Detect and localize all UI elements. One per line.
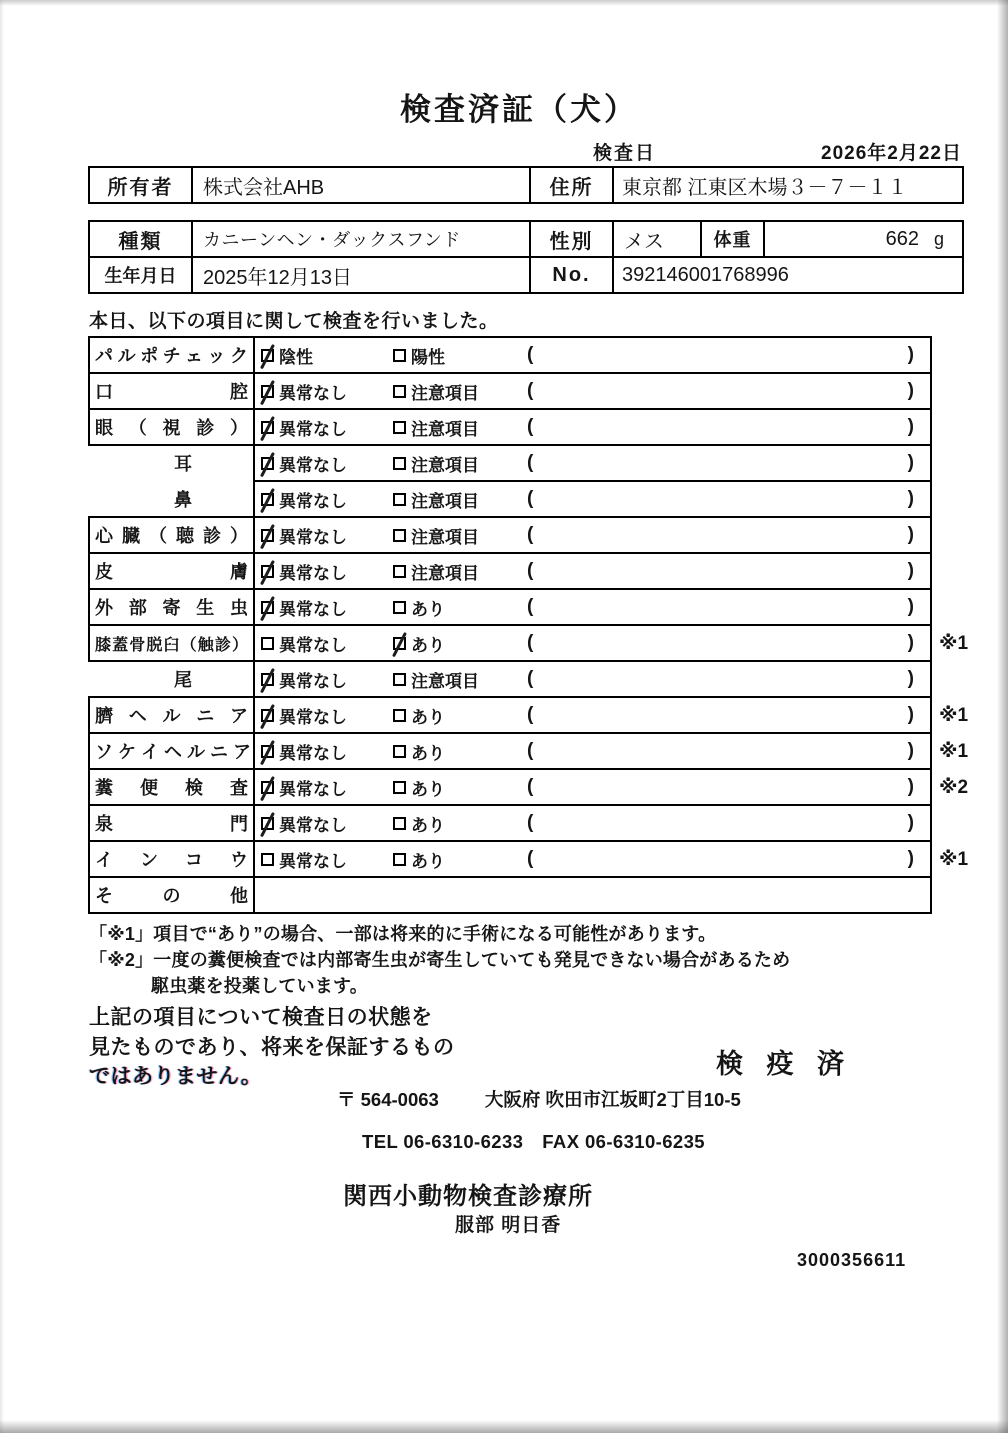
checkbox-option-label: あり [411, 599, 445, 619]
clinic-address-line [337, 1086, 741, 1112]
checklist-row [88, 444, 978, 482]
row-label-cell [88, 660, 255, 698]
checkbox-option [261, 415, 393, 440]
checklist-row [88, 624, 978, 662]
checklist-row [88, 696, 978, 734]
checkbox-option-label: 陽性 [411, 347, 445, 367]
checkbox-option [261, 523, 393, 548]
row-label: パルポチェック [95, 346, 248, 366]
checkbox-icon [393, 457, 406, 470]
remarks-field [527, 452, 930, 474]
birth-value: 2025年12月13日 [191, 256, 531, 294]
checkbox-option-label: 陰性 [279, 347, 313, 367]
paren-open: ( [527, 740, 534, 761]
row-label: ソ ケ イ ヘ ル ニ ア [95, 742, 252, 762]
row-label-cell [88, 480, 255, 518]
row-label-cell [88, 840, 255, 878]
paren-close: ) [907, 560, 914, 581]
paren-open: ( [527, 704, 534, 725]
paren-open: ( [527, 560, 534, 581]
paren-open: ( [527, 344, 534, 365]
row-footnote-marker [932, 336, 978, 374]
remarks-field [527, 632, 930, 654]
checkbox-icon [393, 565, 406, 578]
row-content-cell [253, 840, 932, 878]
row-label: 皮 膚 [95, 562, 248, 582]
remarks-field [527, 848, 930, 870]
row-label: 口 腔 [95, 382, 248, 402]
checkbox-option [393, 739, 525, 764]
checkbox-checked-icon [261, 781, 274, 794]
checkbox-checked-icon [261, 817, 274, 830]
checkbox-checked-icon [261, 493, 274, 506]
checkbox-icon [261, 853, 274, 866]
footnote-3: 駆虫薬を投薬しています。 [151, 976, 368, 996]
owner-label: 所有者 [88, 166, 193, 204]
checkbox-checked-icon [261, 421, 274, 434]
remarks-field [527, 668, 930, 690]
paren-open: ( [527, 452, 534, 473]
remarks-field [527, 344, 930, 366]
row-footnote-marker [932, 660, 978, 698]
checkbox-option [261, 343, 393, 368]
checkbox-option-label: 注意項目 [411, 563, 479, 583]
paren-close: ) [907, 380, 914, 401]
checkbox-option-label: 異常なし [279, 671, 347, 691]
checkbox-option-label: 注意項目 [411, 491, 479, 511]
checkbox-icon [393, 385, 406, 398]
checklist-row [88, 516, 978, 554]
paren-open: ( [527, 380, 534, 401]
row-label-cell [88, 516, 255, 554]
row-label-cell [88, 804, 255, 842]
checkbox-checked-icon [261, 745, 274, 758]
checkbox-option [393, 847, 525, 872]
checklist-row [88, 840, 978, 878]
no-value: 392146001768996 [612, 256, 964, 294]
paren-close: ) [907, 668, 914, 689]
inspection-date-row [88, 138, 964, 164]
remarks-field [527, 416, 930, 438]
breed-label: 種類 [88, 220, 193, 258]
checkbox-icon [393, 781, 406, 794]
checkbox-option [261, 631, 393, 656]
remarks-field [527, 596, 930, 618]
row-content-cell [253, 624, 932, 662]
scan-artifact-left [0, 0, 4, 1433]
checkbox-option [393, 523, 525, 548]
row-label: 耳 [174, 454, 192, 474]
checkbox-icon [393, 853, 406, 866]
paren-close: ) [907, 596, 914, 617]
row-label: 外 部 寄 生 虫 [95, 598, 248, 618]
remarks-field [527, 740, 930, 762]
checkbox-icon [393, 493, 406, 506]
paren-open: ( [527, 848, 534, 869]
intro-sentence: 本日、以下の項目に関して検査を行いました。 [89, 311, 499, 332]
inspection-date-label: 検査日 [593, 143, 657, 164]
checkbox-icon [393, 529, 406, 542]
checkbox-option-label: 異常なし [279, 815, 347, 835]
row-label: 尾 [174, 670, 192, 690]
owner-row [88, 166, 964, 204]
checklist-row [88, 768, 978, 806]
checkbox-option [393, 415, 525, 440]
address-value: 東京都 江東区木場３－７－１１ [612, 166, 964, 204]
row-content-cell [253, 516, 932, 554]
paren-close: ) [907, 632, 914, 653]
row-label: 臍 ヘ ル ニ ア [95, 706, 248, 726]
scan-artifact-right [997, 0, 1008, 1433]
row-footnote-marker [932, 480, 978, 518]
checkbox-option-label: 異常なし [279, 491, 347, 511]
checkbox-checked-icon [261, 457, 274, 470]
checkbox-icon [393, 709, 406, 722]
checklist-row [88, 336, 978, 374]
clinic-person: 服部 明日香 [455, 1215, 562, 1236]
row-footnote-marker [932, 588, 978, 626]
paren-open: ( [527, 416, 534, 437]
checkbox-option [261, 451, 393, 476]
sex-value: メス [612, 220, 702, 258]
owner-table [88, 166, 964, 204]
row-content-cell [253, 372, 932, 410]
paren-open: ( [527, 524, 534, 545]
footnotes [89, 921, 790, 999]
clinic-tel-fax: TEL 06-6310-6233 FAX 06-6310-6235 [362, 1131, 705, 1152]
checklist-row [88, 588, 978, 626]
row-footnote-marker [932, 516, 978, 554]
row-footnote-marker [932, 876, 978, 914]
checkbox-option-label: 注意項目 [411, 671, 479, 691]
row-footnote-marker: ※1 [939, 740, 969, 762]
checkbox-option-label: 異常なし [279, 599, 347, 619]
checkbox-icon [393, 601, 406, 614]
checklist-row [88, 480, 978, 518]
remarks-field [527, 776, 930, 798]
checkbox-checked-icon [261, 529, 274, 542]
paren-close: ) [907, 704, 914, 725]
checkbox-option-label: あり [411, 779, 445, 799]
row-content-cell [253, 444, 932, 482]
row-label: 心 臓 （ 聴 診 ） [95, 526, 248, 546]
checkbox-option-label: あり [411, 743, 445, 763]
checkbox-icon [393, 421, 406, 434]
row-label-cell [88, 336, 255, 374]
scan-artifact-top [0, 0, 1008, 6]
row-label-cell [88, 768, 255, 806]
checkbox-option-label: 異常なし [279, 455, 347, 475]
checkbox-option [261, 703, 393, 728]
checkbox-option [393, 775, 525, 800]
paren-open: ( [527, 812, 534, 833]
no-label: No. [529, 256, 614, 294]
pet-row-1 [88, 220, 964, 258]
checkbox-icon [393, 349, 406, 362]
remarks-field [527, 560, 930, 582]
weight-value: 662 [885, 227, 919, 250]
checkbox-option [261, 847, 393, 872]
row-footnote-marker [932, 372, 978, 410]
checkbox-option-label: 異常なし [279, 419, 347, 439]
checkbox-option [393, 595, 525, 620]
checkbox-option [393, 451, 525, 476]
checkbox-option [393, 667, 525, 692]
checkbox-option-label: あり [411, 635, 445, 655]
checkbox-option-label: 注意項目 [411, 383, 479, 403]
row-label-cell [88, 552, 255, 590]
row-content-cell [253, 588, 932, 626]
page-title: 検査済証（犬） [400, 92, 638, 127]
pet-row-2 [88, 256, 964, 294]
paren-close: ) [907, 848, 914, 869]
checkbox-option-label: 注意項目 [411, 455, 479, 475]
row-content-cell [253, 768, 932, 806]
checklist-row [88, 660, 978, 698]
checkbox-icon [393, 817, 406, 830]
footnote-2: 「※2」一度の糞便検査では内部寄生虫が寄生していても発見できない場合があるため [89, 950, 791, 970]
row-label-cell [88, 588, 255, 626]
checkbox-option [393, 811, 525, 836]
checklist-row [88, 372, 978, 410]
row-footnote-marker [932, 804, 978, 842]
checkbox-option [393, 487, 525, 512]
checkbox-option [261, 775, 393, 800]
checkbox-option [393, 379, 525, 404]
checkbox-option-label: 異常なし [279, 743, 347, 763]
row-label-cell [88, 732, 255, 770]
disclaimer [89, 1003, 455, 1092]
paren-open: ( [527, 596, 534, 617]
paren-close: ) [907, 812, 914, 833]
remarks-field [527, 704, 930, 726]
breed-value: カニーンヘン・ダックスフンド [191, 220, 531, 258]
remarks-field [527, 812, 930, 834]
checkbox-option-label: あり [411, 707, 445, 727]
row-footnote-marker [932, 408, 978, 446]
paren-close: ) [907, 524, 914, 545]
clinic-name: 関西小動物検査診療所 [343, 1183, 593, 1210]
address-label: 住所 [529, 166, 614, 204]
row-label-cell [88, 876, 255, 914]
paren-open: ( [527, 488, 534, 509]
serial-number: 3000356611 [797, 1250, 907, 1270]
checklist-row [88, 408, 978, 446]
checkbox-option [393, 559, 525, 584]
checkbox-option [261, 487, 393, 512]
checkbox-option-label: 異常なし [279, 851, 347, 871]
paren-close: ) [907, 488, 914, 509]
row-footnote-marker [932, 552, 978, 590]
checkbox-option-label: 異常なし [279, 779, 347, 799]
row-content-cell [253, 696, 932, 734]
row-content-cell [253, 876, 932, 914]
checkbox-option [261, 559, 393, 584]
checkbox-option-label: 異常なし [279, 635, 347, 655]
row-label-cell [88, 408, 255, 446]
checkbox-checked-icon [393, 637, 406, 650]
checkbox-checked-icon [261, 709, 274, 722]
checkbox-option-label: あり [411, 851, 445, 871]
checkbox-option-label: 異常なし [279, 707, 347, 727]
row-content-cell [253, 336, 932, 374]
owner-value: 株式会社AHB [191, 166, 531, 204]
row-footnote-marker: ※1 [939, 704, 969, 726]
row-footnote-marker [932, 444, 978, 482]
inspection-date-value: 2026年2月22日 [821, 143, 962, 164]
weight-unit: g [933, 228, 944, 249]
paren-close: ) [907, 452, 914, 473]
footnote-1: 「※1」項目で“あり”の場合、一部は将来的に手術になる可能性があります。 [89, 924, 717, 944]
weight-value-cell [763, 220, 964, 258]
row-content-cell [253, 732, 932, 770]
row-label: 眼 （ 視 診 ） [95, 418, 248, 438]
checkbox-checked-icon [261, 565, 274, 578]
checkbox-option-label: 注意項目 [411, 419, 479, 439]
row-footnote-marker: ※2 [939, 776, 969, 798]
paren-close: ) [907, 416, 914, 437]
checklist-row [88, 732, 978, 770]
clinic-postal: 〒 564-0063 [337, 1089, 439, 1110]
row-footnote-marker: ※1 [939, 848, 969, 870]
row-label-cell [88, 372, 255, 410]
checkbox-icon [393, 673, 406, 686]
checklist-row [88, 876, 978, 914]
paren-open: ( [527, 632, 534, 653]
row-content-cell [253, 660, 932, 698]
row-footnote-marker: ※1 [939, 632, 969, 654]
checkbox-option [261, 595, 393, 620]
checkbox-option [261, 667, 393, 692]
checkbox-checked-icon [261, 601, 274, 614]
checkbox-option [261, 739, 393, 764]
checkbox-option [261, 379, 393, 404]
sex-label: 性別 [529, 220, 614, 258]
checkbox-option [393, 343, 525, 368]
row-content-cell [253, 552, 932, 590]
paren-close: ) [907, 740, 914, 761]
checkbox-option [393, 631, 525, 656]
remarks-field [527, 380, 930, 402]
row-label: 泉 門 [95, 814, 248, 834]
row-label-cell [88, 444, 255, 482]
checkbox-option [393, 703, 525, 728]
row-label: 膝蓋骨脱臼（触診） [95, 636, 248, 654]
pet-table [88, 220, 964, 294]
row-label: 糞 便 検 査 [95, 778, 248, 798]
row-content-cell [253, 480, 932, 518]
row-label: 鼻 [174, 490, 192, 510]
clinic-address: 大阪府 吹田市江坂町2丁目10-5 [484, 1089, 741, 1110]
checklist-row [88, 804, 978, 842]
checkbox-icon [261, 637, 274, 650]
row-label-cell [88, 696, 255, 734]
weight-label: 体重 [700, 220, 765, 258]
checkbox-checked-icon [261, 349, 274, 362]
disclaimer-line-2: 見たものであり、将来を保証するもの [89, 1035, 455, 1059]
remarks-field [527, 488, 930, 510]
row-label-cell [88, 624, 255, 662]
birth-label: 生年月日 [88, 256, 193, 294]
paren-open: ( [527, 668, 534, 689]
paren-close: ) [907, 344, 914, 365]
checkbox-option-label: 異常なし [279, 527, 347, 547]
row-content-cell [253, 804, 932, 842]
checkbox-option [261, 811, 393, 836]
checkbox-option-label: あり [411, 815, 445, 835]
checklist-row [88, 552, 978, 590]
scan-artifact-bottom [0, 1420, 1008, 1433]
checkbox-option-label: 注意項目 [411, 527, 479, 547]
quarantine-stamp: 検 疫 済 [716, 1049, 853, 1079]
checkbox-checked-icon [261, 673, 274, 686]
checkbox-option-label: 異常なし [279, 563, 347, 583]
row-label: そ の 他 [95, 886, 248, 906]
remarks-field [527, 524, 930, 546]
checkbox-option-label: 異常なし [279, 383, 347, 403]
disclaimer-line-1: 上記の項目について検査日の状態を [89, 1006, 433, 1029]
paren-open: ( [527, 776, 534, 797]
checkbox-checked-icon [261, 385, 274, 398]
row-content-cell [253, 408, 932, 446]
row-label: イ ン コ ウ [95, 850, 248, 870]
checkbox-icon [393, 745, 406, 758]
checklist-table [88, 336, 978, 914]
paren-close: ) [907, 776, 914, 797]
disclaimer-line-3: ではありません。 [89, 1065, 263, 1088]
